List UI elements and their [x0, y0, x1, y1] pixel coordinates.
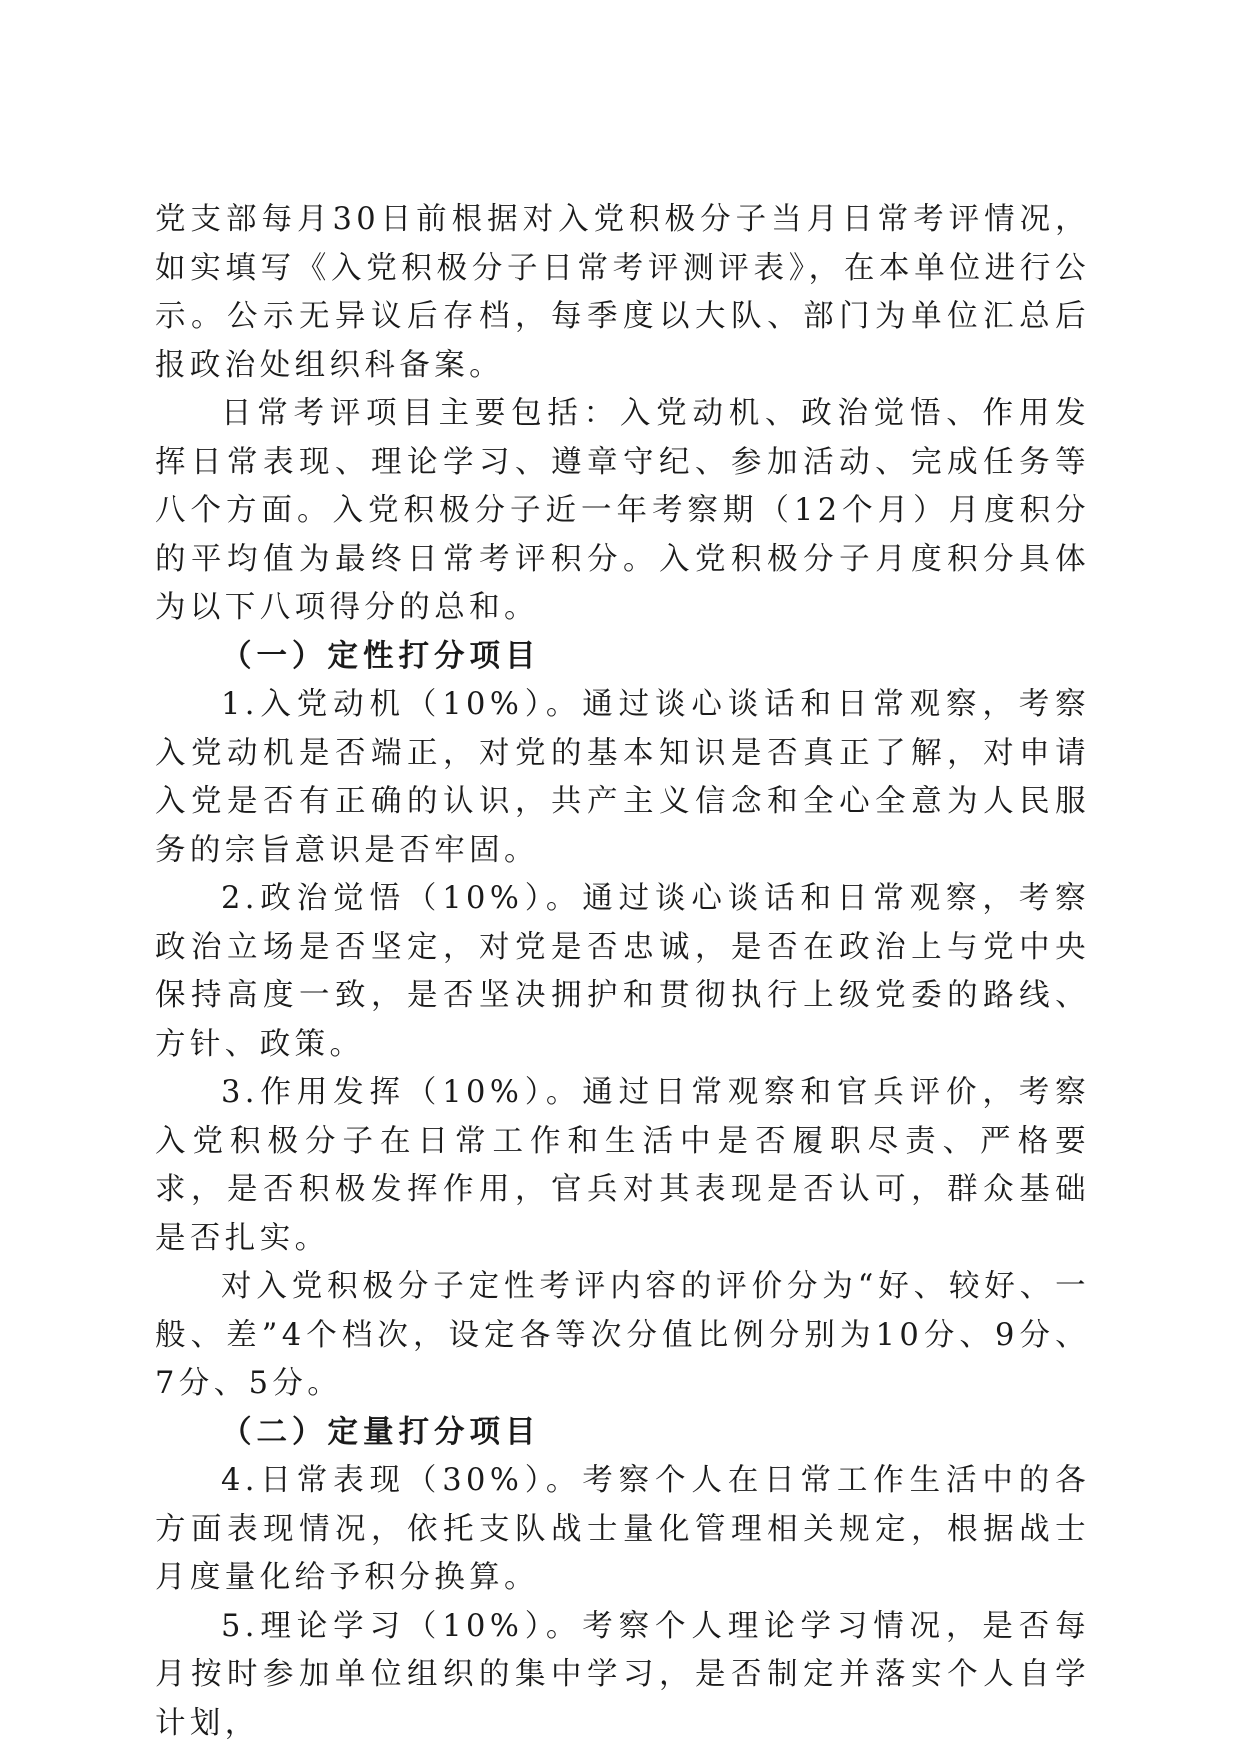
paragraph-qualitative-grades: 对入党积极分子定性考评内容的评价分为“好、较好、一般、差”4个档次，设定各等次分值比例分别为10分、9分、7分、5分。 [155, 1269, 1090, 1401]
section-heading-quantitative: （二）定量打分项目 [221, 1414, 541, 1450]
paragraph-item-2-political-awareness: 2.政治觉悟（10%）。通过谈心谈话和日常观察，考察政治立场是否坚定，对党是否忠诚，是否在政治上与党中央保持高度一致，是否坚决拥护和贯彻执行上级党委的路线、方针、政策。 [155, 881, 1090, 1062]
section-heading-qualitative: （一）定性打分项目 [221, 638, 541, 674]
document-body [155, 196, 1090, 1748]
paragraph-evaluation-items: 日常考评项目主要包括：入党动机、政治觉悟、作用发挥日常表现、理论学习、遵章守纪、参加活动、完成任务等八个方面。入党积极分子近一年考察期（12个月）月度积分的平均值为最终日常考评积分。入党积极分子月度积分具体为以下八项得分的总和。 [155, 396, 1090, 625]
paragraph-item-3-role: 3.作用发挥（10%）。通过日常观察和官兵评价，考察入党积极分子在日常工作和生活中是否履职尽责、严格要求，是否积极发挥作用，官兵对其表现是否认可，群众基础是否扎实。 [155, 1075, 1090, 1256]
paragraph-item-4-daily-performance: 4.日常表现（30%）。考察个人在日常工作生活中的各方面表现情况，依托支队战士量化管理相关规定，根据战士月度量化给予积分换算。 [155, 1463, 1090, 1595]
paragraph-item-5-theory-study: 5.理论学习（10%）。考察个人理论学习情况，是否每月按时参加单位组织的集中学习，是否制定并落实个人自学计划， [155, 1608, 1090, 1741]
paragraph-publicity: 党支部每月30日前根据对入党积极分子当月日常考评情况，如实填写《入党积极分子日常考评测评表》，在本单位进行公示。公示无异议后存档，每季度以大队、部门为单位汇总后报政治处组织科备案。 [155, 202, 1090, 383]
paragraph-item-1-motivation: 1.入党动机（10%）。通过谈心谈话和日常观察，考察入党动机是否端正，对党的基本知识是否真正了解，对申请入党是否有正确的认识，共产主义信念和全心全意为人民服务的宗旨意识是否牢固。 [155, 687, 1090, 868]
